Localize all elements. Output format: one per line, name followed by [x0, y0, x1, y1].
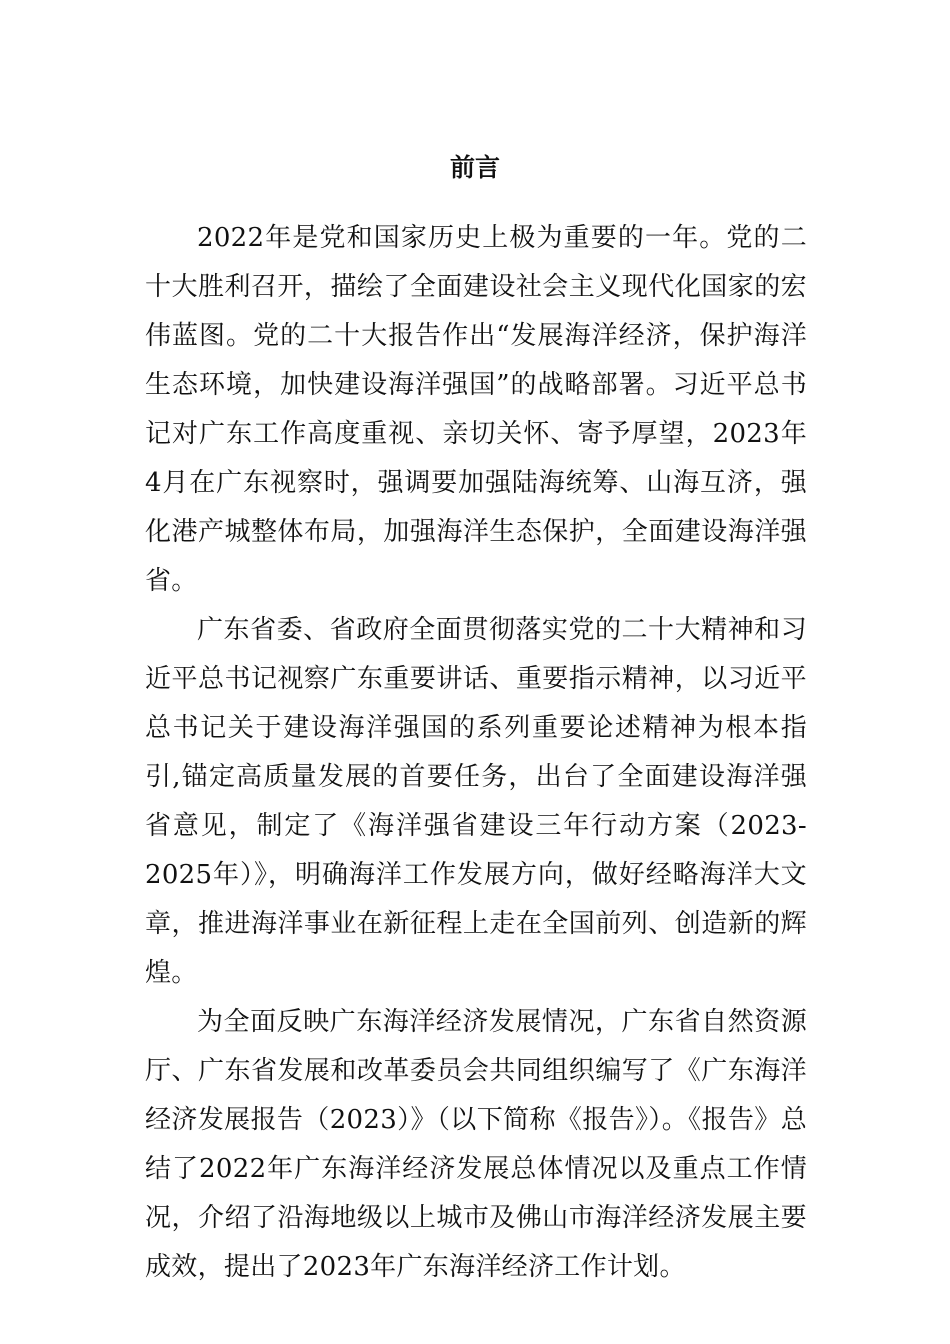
- page-title: 前言: [449, 153, 500, 182]
- document-body: [145, 214, 807, 1292]
- paragraph-report: 为全面反映广东海洋经济发展情况，广东省自然资源厅、广东省发展和改革委员会共同组织编写了《广东海洋经济发展报告（2023）》（以下简称《报告》）。《报告》总结了2022年广东海洋经济发展总体情况以及重点工作情况，介绍了沿海地级以上城市及佛山市海洋经济发展主要成效，提出了2023年广东海洋经济工作计划。: [145, 1007, 807, 1282]
- paragraph-intro: 2022年是党和国家历史上极为重要的一年。党的二十大胜利召开，描绘了全面建设社会主义现代化国家的宏伟蓝图。党的二十大报告作出“发展海洋经济，保护海洋生态环境，加快建设海洋强国”的战略部署。习近平总书记对广东工作高度重视、亲切关怀、寄予厚望，2023年4月在广东视察时，强调要加强陆海统筹、山海互济，强化港产城整体布局，加强海洋生态保护，全面建设海洋强省。: [145, 223, 807, 596]
- paragraph-policy: 广东省委、省政府全面贯彻落实党的二十大精神和习近平总书记视察广东重要讲话、重要指示精神，以习近平总书记关于建设海洋强国的系列重要论述精神为根本指引,锚定高质量发展的首要任务，出台了全面建设海洋强省意见，制定了《海洋强省建设三年行动方案（2023-2025年）》，明确海洋工作发展方向，做好经略海洋大文章，推进海洋事业在新征程上走在全国前列、创造新的辉煌。: [145, 615, 807, 988]
